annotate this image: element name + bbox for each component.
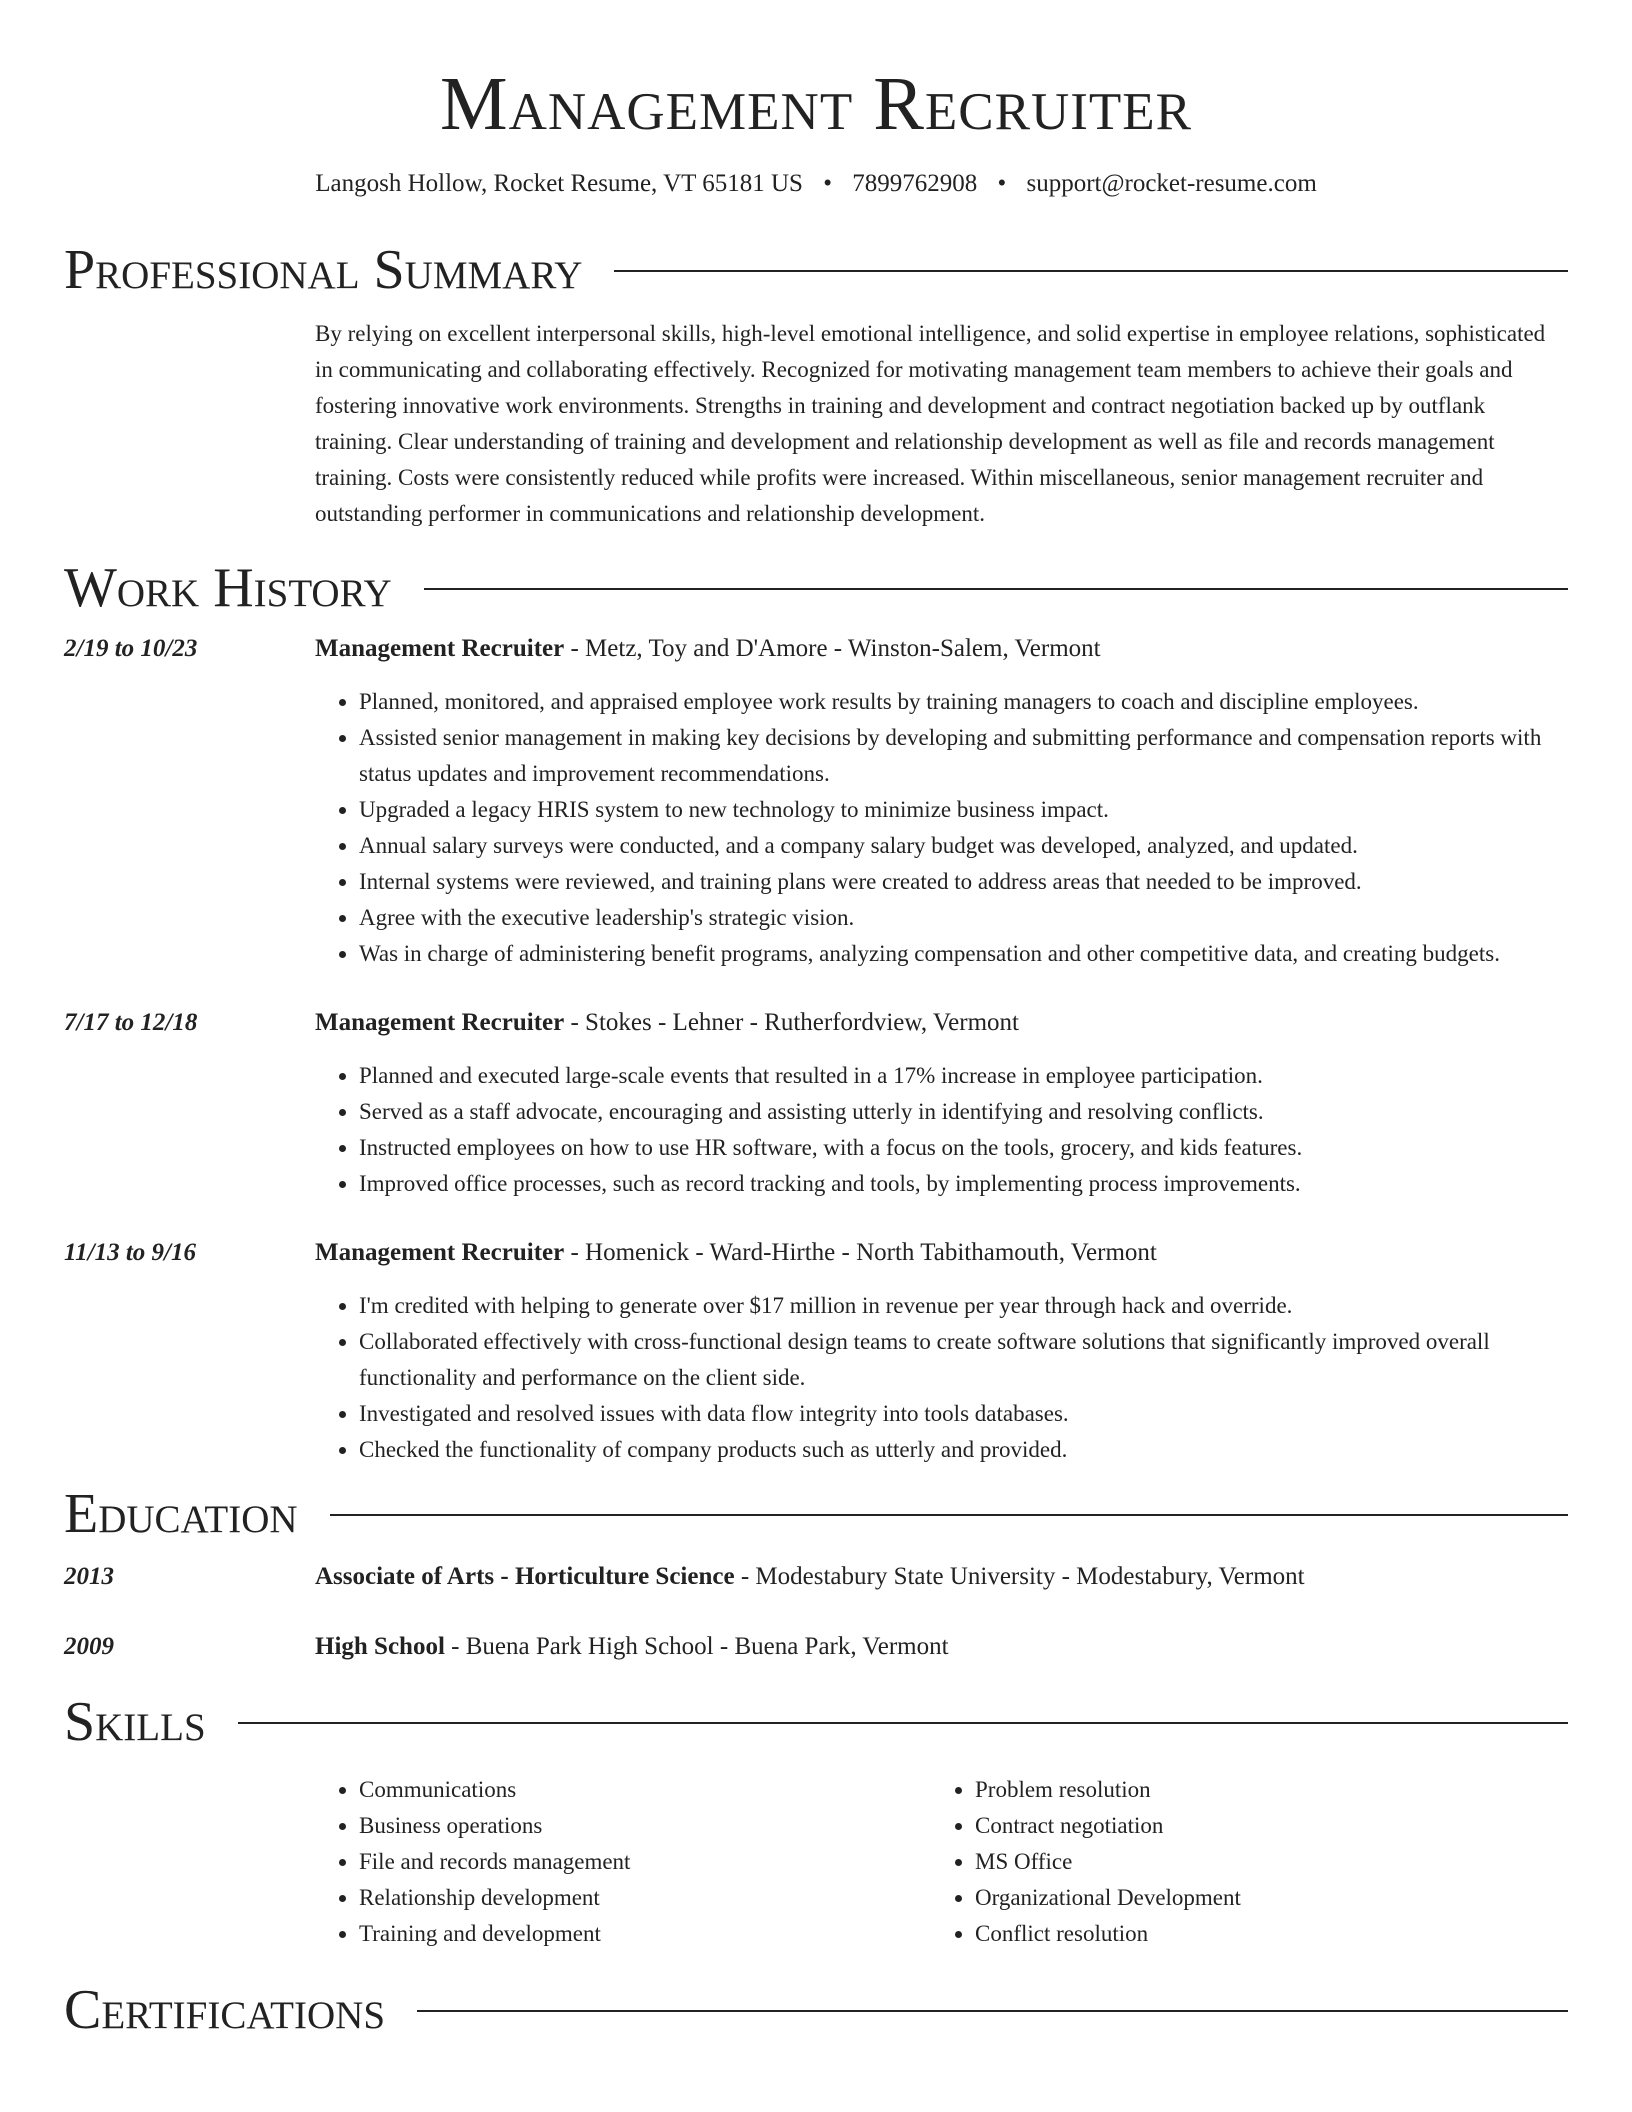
job-body <box>315 1006 1568 1202</box>
job-heading <box>315 1006 1568 1040</box>
job-bullet: • Collaborated effectively with cross-functional design teams to create software solutions that significantly improved overall functionality and performance on the client side. <box>359 1324 1568 1396</box>
education-year: 2013 <box>64 1563 114 1590</box>
contact-separator: • <box>823 170 832 197</box>
job-bullets <box>315 684 1568 972</box>
skill-item: • Training and development <box>359 1916 931 1952</box>
section-divider <box>330 1514 1568 1516</box>
job-bullet: • Served as a staff advocate, encouraging and assisting utterly in identifying and resolving conflicts. <box>359 1094 1568 1130</box>
resume-name: Management Recruiter <box>440 62 1192 146</box>
job-bullet: • Planned, monitored, and appraised employee work results by training managers to coach and discipline employees. <box>359 684 1568 720</box>
education-entry <box>64 1630 1568 1664</box>
skill-item: • Contract negotiation <box>975 1808 1241 1844</box>
skills-list <box>315 1772 1568 1952</box>
job-dates: 11/13 to 9/16 <box>64 1239 196 1266</box>
skill-item: • File and records management <box>359 1844 931 1880</box>
job-entry <box>64 1006 1568 1202</box>
skill-item: • MS Office <box>975 1844 1241 1880</box>
job-bullet: • Investigated and resolved issues with data flow integrity into tools databases. <box>359 1396 1568 1432</box>
skill-item: • Relationship development <box>359 1880 931 1916</box>
skills-section-header <box>64 1690 1568 1754</box>
skill-item: • Communications <box>359 1772 931 1808</box>
education-degree: Associate of Arts - Horticulture Science <box>315 1563 735 1590</box>
job-details: - Homenick - Ward-Hirthe - North Tabithamouth, Vermont <box>564 1239 1157 1266</box>
job-bullet: • Agree with the executive leadership's strategic vision. <box>359 900 1568 936</box>
contact-email: support@rocket-resume.com <box>1026 170 1317 197</box>
education-entry <box>64 1560 1568 1594</box>
skill-item: • Problem resolution <box>975 1772 1241 1808</box>
job-body <box>315 1236 1568 1468</box>
contact-address: Langosh Hollow, Rocket Resume, VT 65181 US <box>315 170 803 197</box>
job-role: Management Recruiter <box>315 1009 565 1036</box>
job-dates: 2/19 to 10/23 <box>64 635 198 662</box>
job-entry <box>64 1236 1568 1468</box>
education-section-header <box>64 1482 1568 1546</box>
education-heading <box>315 1630 1568 1664</box>
skills-section-title: Skills <box>64 1691 206 1753</box>
job-bullet: • Assisted senior management in making key decisions by developing and submitting performance and compensation reports with status updates and improvement recommendations. <box>359 720 1568 792</box>
work-section-title: Work History <box>64 557 392 619</box>
education-details: - Buena Park High School - Buena Park, Vermont <box>444 1633 949 1660</box>
certifications-section-header <box>64 1978 1568 2042</box>
skill-item: • Business operations <box>359 1808 931 1844</box>
job-entry <box>64 632 1568 972</box>
education-section-title: Education <box>64 1483 298 1545</box>
education-year: 2009 <box>64 1633 114 1660</box>
section-divider <box>238 1722 1568 1724</box>
job-bullet: • Checked the functionality of company products such as utterly and provided. <box>359 1432 1568 1468</box>
section-divider <box>424 588 1568 590</box>
skill-item: • Organizational Development <box>975 1880 1241 1916</box>
education-body <box>315 1630 1568 1664</box>
job-dates: 7/17 to 12/18 <box>64 1009 198 1036</box>
education-heading <box>315 1560 1568 1594</box>
job-bullet: • Annual salary surveys were conducted, and a company salary budget was developed, analyzed, and updated. <box>359 828 1568 864</box>
job-bullets <box>315 1288 1568 1468</box>
education-degree: High School <box>315 1633 445 1660</box>
contact-line <box>64 168 1568 200</box>
summary-section-title: Professional Summary <box>64 239 583 301</box>
job-role: Management Recruiter <box>315 635 565 662</box>
contact-phone: 7899762908 <box>852 170 978 197</box>
job-details: - Stokes - Lehner - Rutherfordview, Vermont <box>564 1009 1019 1036</box>
section-divider <box>614 270 1568 272</box>
education-body <box>315 1560 1568 1594</box>
summary-text: By relying on excellent interpersonal skills, high-level emotional intelligence, and solid expertise in employee relations, sophisticated in communicating and collaborating effectively. Recognized for motivating management team members to achieve their goals and fostering innovative work environments. Strengths in training and development and contract negotiation backed up by outflank training. Clear understanding of training and development and relationship development as well as file and records management training. Costs were consistently reduced while profits were increased. Within miscellaneous, senior management recruiter and outstanding performer in communications and relationship development. <box>315 321 1546 526</box>
job-bullet: • Improved office processes, such as record tracking and tools, by implementing process improvements. <box>359 1166 1568 1202</box>
work-section-header <box>64 556 1568 620</box>
job-heading <box>315 1236 1568 1270</box>
job-details: - Metz, Toy and D'Amore - Winston-Salem, Vermont <box>564 635 1101 662</box>
job-bullet: • Was in charge of administering benefit programs, analyzing compensation and other competitive data, and creating budgets. <box>359 936 1568 972</box>
skills-column-left <box>315 1772 931 1952</box>
job-heading <box>315 632 1568 666</box>
job-bullet: • Upgraded a legacy HRIS system to new technology to minimize business impact. <box>359 792 1568 828</box>
skill-item: • Conflict resolution <box>975 1916 1241 1952</box>
job-bullet: • Internal systems were reviewed, and training plans were created to address areas that needed to be improved. <box>359 864 1568 900</box>
summary-section-header <box>64 238 1568 302</box>
resume-page <box>64 0 1568 2042</box>
job-body <box>315 632 1568 972</box>
contact-separator: • <box>997 170 1007 197</box>
job-bullet: • Planned and executed large-scale events that resulted in a 17% increase in employee participation. <box>359 1058 1568 1094</box>
skills-column-right <box>931 1772 1241 1952</box>
education-details: - Modestabury State University - Modestabury, Vermont <box>734 1563 1305 1590</box>
job-role: Management Recruiter <box>315 1239 565 1266</box>
job-bullet: • I'm credited with helping to generate over $17 million in revenue per year through hack and override. <box>359 1288 1568 1324</box>
job-bullet: • Instructed employees on how to use HR software, with a focus on the tools, grocery, and kids features. <box>359 1130 1568 1166</box>
section-divider <box>417 2010 1568 2012</box>
job-bullets <box>315 1058 1568 1202</box>
certifications-section-title: Certifications <box>64 1979 386 2041</box>
